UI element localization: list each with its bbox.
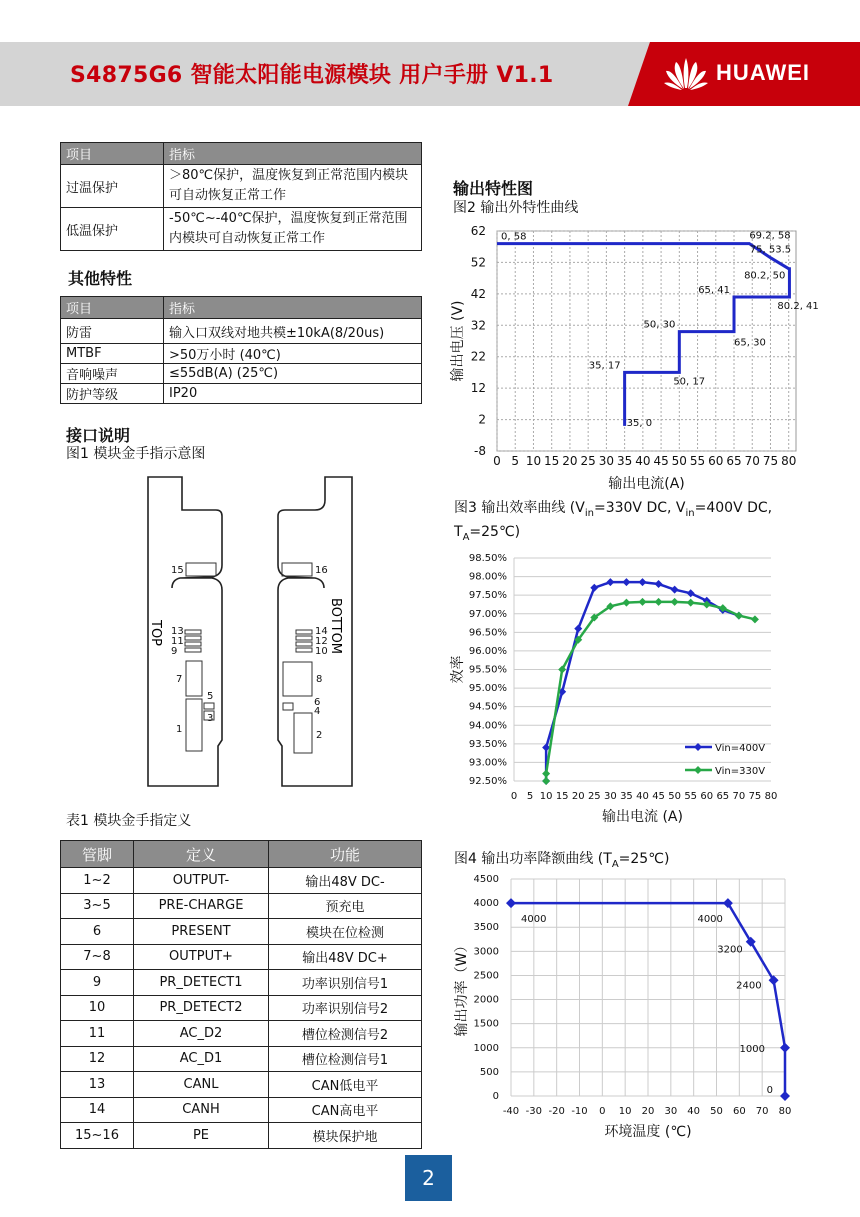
table-row xyxy=(61,364,422,384)
data-label: 50, 30 xyxy=(643,319,676,331)
cell-definition: PR_DETECT2 xyxy=(134,995,269,1021)
data-point xyxy=(671,598,679,606)
cell-pin: 15~16 xyxy=(61,1123,134,1149)
fig3-subscript: in xyxy=(584,507,594,519)
y-tick-label: 95.00% xyxy=(468,683,507,695)
x-tick-label: -10 xyxy=(571,1106,588,1117)
table-row xyxy=(61,995,422,1021)
y-tick-label: 3000 xyxy=(473,946,499,958)
x-tick-label: 25 xyxy=(580,454,596,468)
data-point xyxy=(655,580,663,588)
col-header-definition: 定义 xyxy=(134,841,269,868)
doc-title: S4875G6 智能太阳能电源模块 用户手册 V1.1 xyxy=(70,63,554,88)
data-label: 75, 53.5 xyxy=(749,244,792,256)
cell-function: 模块保护地 xyxy=(269,1123,422,1149)
cell-definition: PRE-CHARGE xyxy=(134,893,269,919)
power-derating-chart xyxy=(440,868,800,1148)
row-item: 防护等级 xyxy=(61,384,164,404)
col-header-value: 指标 xyxy=(164,143,422,165)
data-point xyxy=(622,578,630,586)
data-point xyxy=(622,599,630,607)
table-row xyxy=(61,1072,422,1098)
huawei-logo xyxy=(664,56,810,90)
fig3-caption-text: =25℃) xyxy=(469,523,521,540)
pin-label: 11 xyxy=(171,636,184,647)
table-row xyxy=(61,1097,422,1123)
data-point xyxy=(780,1091,790,1101)
cell-function: 槽位检测信号1 xyxy=(269,1046,422,1072)
fig3-caption-text: T xyxy=(454,523,463,540)
efficiency-chart xyxy=(440,548,800,830)
col-header-item: 项目 xyxy=(61,297,164,319)
y-tick-label: 42 xyxy=(470,286,486,301)
x-tick-label: -40 xyxy=(502,1106,520,1117)
series-line xyxy=(546,582,739,781)
data-point xyxy=(671,586,679,594)
data-label: 35, 0 xyxy=(626,417,653,429)
table-row xyxy=(61,944,422,970)
data-point xyxy=(506,898,516,908)
data-label: 35, 17 xyxy=(588,360,621,372)
fig4-subscript: A xyxy=(611,858,619,870)
output-characteristic-chart xyxy=(440,220,819,492)
col-header-function: 功能 xyxy=(269,841,422,868)
x-tick-label: 0 xyxy=(599,1106,606,1117)
pin-label: 4 xyxy=(314,706,321,717)
row-value: IP20 xyxy=(164,384,422,404)
y-tick-label: 96.50% xyxy=(468,627,507,639)
table-row xyxy=(61,344,422,364)
y-tick-label: 12 xyxy=(470,381,486,396)
cell-definition: OUTPUT- xyxy=(134,868,269,894)
y-tick-label: 500 xyxy=(479,1066,499,1078)
x-tick-label: 30 xyxy=(604,791,617,802)
x-tick-label: 60 xyxy=(708,454,724,468)
y-tick-label: 93.50% xyxy=(468,738,507,750)
x-tick-label: 55 xyxy=(684,791,698,802)
x-tick-label: 15 xyxy=(544,454,560,468)
pin-label: 13 xyxy=(171,626,184,637)
col-header-pin: 管脚 xyxy=(61,841,134,868)
x-tick-label: 55 xyxy=(689,454,706,468)
row-value: >50万小时 (40℃) xyxy=(164,344,422,364)
data-label: 4000 xyxy=(521,914,547,926)
table-row xyxy=(61,1021,422,1047)
cell-function: 功率识别信号1 xyxy=(269,970,422,996)
table-row xyxy=(61,868,422,894)
x-tick-label: 80 xyxy=(764,791,778,802)
data-label: 50, 17 xyxy=(673,376,706,388)
cell-function: CAN高电平 xyxy=(269,1097,422,1123)
x-tick-label: 50 xyxy=(668,791,681,802)
cell-definition: AC_D2 xyxy=(134,1021,269,1047)
table-row xyxy=(61,384,422,404)
pin-label: 15 xyxy=(171,565,184,576)
pin-label: 6 xyxy=(314,697,321,708)
table-row xyxy=(61,319,422,344)
table-row xyxy=(61,970,422,996)
x-tick-label: 50 xyxy=(710,1106,723,1117)
y-tick-label: 94.50% xyxy=(468,701,507,713)
x-tick-label: 10 xyxy=(539,791,553,802)
x-tick-label: 45 xyxy=(653,454,669,468)
fig4-caption xyxy=(454,848,669,870)
x-axis-title: 环境温度 (℃) xyxy=(604,1124,692,1140)
row-item: 音响噪声 xyxy=(61,364,164,384)
x-tick-label: -20 xyxy=(548,1106,565,1117)
fig2-caption: 图2 输出外特性曲线 xyxy=(453,200,579,216)
y-tick-label: 98.50% xyxy=(468,553,507,564)
x-tick-label: -30 xyxy=(525,1106,543,1117)
table1-caption: 表1 模块金手指定义 xyxy=(66,813,192,829)
cell-definition: CANL xyxy=(134,1072,269,1098)
table-row xyxy=(61,1123,422,1149)
cell-function: 功率识别信号2 xyxy=(269,995,422,1021)
y-tick-label: 4500 xyxy=(473,874,499,885)
row-value: 输入口双线对地共模±10kA(8/20us) xyxy=(164,319,422,344)
fig3-caption xyxy=(454,499,772,547)
data-label: 2400 xyxy=(736,980,762,992)
data-point xyxy=(687,589,695,597)
pin-label: 8 xyxy=(316,674,323,685)
cell-pin: 13 xyxy=(61,1072,134,1098)
x-tick-label: 70 xyxy=(755,1106,769,1117)
x-tick-label: 20 xyxy=(641,1106,655,1117)
huawei-flower-icon xyxy=(664,56,708,90)
y-tick-label: 62 xyxy=(470,224,486,238)
cell-pin: 12 xyxy=(61,1046,134,1072)
table-row xyxy=(61,893,422,919)
data-point xyxy=(542,777,550,785)
x-tick-label: 40 xyxy=(687,1106,701,1117)
row-item: 低温保护 xyxy=(61,208,164,251)
brand-name: HUAWEI xyxy=(716,60,810,85)
pin-label: 1 xyxy=(176,724,183,735)
x-tick-label: 60 xyxy=(700,791,714,802)
y-tick-label: 97.00% xyxy=(468,608,507,620)
cell-function: 槽位检测信号2 xyxy=(269,1021,422,1047)
y-tick-label: 92.50% xyxy=(468,776,507,787)
cell-pin: 9 xyxy=(61,970,134,996)
protection-spec-table xyxy=(60,142,422,251)
table-row xyxy=(61,208,422,251)
legend-label: Vin=330V xyxy=(715,766,766,777)
output-title: 输出特性图 xyxy=(453,179,534,198)
data-point xyxy=(606,578,614,586)
cell-definition: CANH xyxy=(134,1097,269,1123)
x-tick-label: 80 xyxy=(778,1106,792,1117)
data-point xyxy=(639,578,647,586)
fig4-caption-text: =25℃) xyxy=(618,851,670,867)
data-point xyxy=(655,598,663,606)
cell-pin: 14 xyxy=(61,1097,134,1123)
data-label: 80.2, 50 xyxy=(744,270,786,282)
x-tick-label: 10 xyxy=(618,1106,632,1117)
data-label: 1000 xyxy=(739,1043,765,1055)
other-spec-table xyxy=(60,296,422,404)
col-header-item: 项目 xyxy=(61,143,164,165)
cell-pin: 10 xyxy=(61,995,134,1021)
x-tick-label: 70 xyxy=(744,454,760,468)
x-tick-label: 70 xyxy=(732,791,746,802)
pin-label: 3 xyxy=(207,713,214,724)
y-tick-label: 2 xyxy=(478,412,486,427)
y-tick-label: 2500 xyxy=(473,970,499,982)
cell-pin: 6 xyxy=(61,919,134,945)
row-value: ≤55dB(A) (25℃) xyxy=(164,364,422,384)
legend-label: Vin=400V xyxy=(715,743,766,754)
page-number: 2 xyxy=(405,1155,452,1201)
table-row xyxy=(61,1046,422,1072)
y-tick-label: 94.00% xyxy=(468,720,507,732)
pin-rows xyxy=(61,868,422,1149)
y-tick-label: 32 xyxy=(470,318,486,333)
x-tick-label: 30 xyxy=(598,454,615,468)
x-tick-label: 25 xyxy=(587,791,601,802)
cell-definition: PRESENT xyxy=(134,919,269,945)
x-tick-label: 40 xyxy=(636,791,649,802)
cell-pin: 3~5 xyxy=(61,893,134,919)
pin-label: 12 xyxy=(315,636,328,647)
pin-label: 5 xyxy=(207,691,214,702)
x-tick-label: 60 xyxy=(732,1106,746,1117)
x-tick-label: 65 xyxy=(716,791,730,802)
pin-label: 16 xyxy=(315,565,328,576)
cell-definition: AC_D1 xyxy=(134,1046,269,1072)
y-tick-label: -8 xyxy=(474,444,486,458)
cell-definition: PE xyxy=(134,1123,269,1149)
row-value: -50℃~-40℃保护，温度恢复到正常范围内模块可自动恢复正常工作 xyxy=(164,208,422,251)
data-point xyxy=(751,615,759,623)
gold-finger-diagram xyxy=(140,470,360,795)
y-axis-title: 输出电压 (V) xyxy=(450,300,466,382)
x-tick-label: 5 xyxy=(511,454,520,468)
cell-pin: 11 xyxy=(61,1021,134,1047)
cell-function: CAN低电平 xyxy=(269,1072,422,1098)
y-tick-label: 3500 xyxy=(473,922,499,934)
pin-label: 14 xyxy=(315,626,328,637)
cell-pin: 7~8 xyxy=(61,944,134,970)
top-label: TOP xyxy=(148,620,163,647)
data-label: 4000 xyxy=(697,914,723,926)
x-tick-label: 20 xyxy=(571,791,585,802)
x-axis-title: 输出电流 (A) xyxy=(602,809,683,825)
x-tick-label: 50 xyxy=(671,454,687,468)
x-tick-label: 35 xyxy=(620,791,633,802)
x-tick-label: 20 xyxy=(562,454,578,468)
pin-label: 9 xyxy=(171,646,178,657)
pin-label: 2 xyxy=(316,730,323,741)
data-point xyxy=(780,1043,790,1053)
y-tick-label: 2000 xyxy=(473,994,499,1006)
x-tick-label: 0 xyxy=(493,454,501,468)
x-tick-label: 5 xyxy=(526,791,534,802)
table-row xyxy=(61,919,422,945)
data-point xyxy=(542,770,550,778)
x-tick-label: 80 xyxy=(781,454,797,468)
y-tick-label: 0 xyxy=(492,1091,499,1102)
row-item: MTBF xyxy=(61,344,164,364)
row-item: 过温保护 xyxy=(61,165,164,208)
y-tick-label: 1500 xyxy=(473,1018,499,1030)
table-row xyxy=(61,165,422,208)
fig3-caption-text: 图3 输出效率曲线 (V xyxy=(454,500,585,516)
data-point xyxy=(590,584,598,592)
fig3-caption-text: =400V DC, xyxy=(694,500,773,516)
cell-function: 输出48V DC+ xyxy=(269,944,422,970)
legend-marker xyxy=(694,766,702,774)
x-tick-label: 45 xyxy=(652,791,665,802)
y-tick-label: 98.00% xyxy=(468,571,507,583)
data-point xyxy=(735,612,743,620)
x-tick-label: 10 xyxy=(525,454,542,468)
data-label: 0, 58 xyxy=(501,231,527,243)
pin-label: 7 xyxy=(176,674,183,685)
data-label: 65, 30 xyxy=(734,337,766,349)
other-title: 其他特性 xyxy=(68,269,133,288)
x-axis-title: 输出电流(A) xyxy=(608,476,685,492)
pin-definition-table xyxy=(60,840,422,1149)
data-point xyxy=(639,598,647,606)
bottom-label: BOTTOM xyxy=(328,598,343,655)
cell-pin: 1~2 xyxy=(61,868,134,894)
y-tick-label: 97.50% xyxy=(468,590,507,602)
data-point xyxy=(687,599,695,607)
cell-definition: PR_DETECT1 xyxy=(134,970,269,996)
row-value: ＞80℃保护，温度恢复到正常范围内模块可自动恢复正常工作 xyxy=(164,165,422,208)
x-tick-label: 30 xyxy=(664,1106,678,1117)
x-tick-label: 40 xyxy=(635,454,651,468)
y-tick-label: 22 xyxy=(470,349,486,364)
y-tick-label: 96.00% xyxy=(468,645,507,657)
cell-function: 预充电 xyxy=(269,893,422,919)
data-label: 80.2, 41 xyxy=(777,301,819,312)
interface-title: 接口说明 xyxy=(66,426,131,445)
y-axis-title: 效率 xyxy=(450,655,466,684)
x-tick-label: 15 xyxy=(555,791,569,802)
x-tick-label: 0 xyxy=(510,791,518,802)
data-label: 69.2, 58 xyxy=(749,230,791,242)
x-tick-label: 75 xyxy=(748,791,762,802)
pin-label: 10 xyxy=(315,646,328,657)
fig4-caption-text: 图4 输出功率降额曲线 (T xyxy=(454,851,612,867)
fig3-caption-text: =330V DC, V xyxy=(593,500,686,516)
y-tick-label: 1000 xyxy=(473,1042,499,1054)
row-item: 防雷 xyxy=(61,319,164,344)
x-tick-label: 65 xyxy=(726,454,742,468)
fig3-subscript: in xyxy=(685,507,695,519)
fig1-caption: 图1 模块金手指示意图 xyxy=(66,446,206,462)
data-label: 65, 41 xyxy=(698,285,731,296)
y-tick-label: 52 xyxy=(470,255,486,270)
y-axis-title: 输出功率（W） xyxy=(454,938,470,1037)
data-label: 0 xyxy=(766,1085,773,1096)
y-tick-label: 4000 xyxy=(473,898,499,910)
cell-definition: OUTPUT+ xyxy=(134,944,269,970)
x-tick-label: 35 xyxy=(616,454,633,468)
y-tick-label: 93.00% xyxy=(468,757,507,769)
x-tick-label: 75 xyxy=(762,454,779,468)
data-point xyxy=(574,625,582,633)
cell-function: 输出48V DC- xyxy=(269,868,422,894)
col-header-value: 指标 xyxy=(164,297,422,319)
cell-function: 模块在位检测 xyxy=(269,919,422,945)
fig3-subscript: A xyxy=(462,531,470,543)
data-label: 3200 xyxy=(717,944,743,956)
y-tick-label: 95.50% xyxy=(468,664,507,676)
